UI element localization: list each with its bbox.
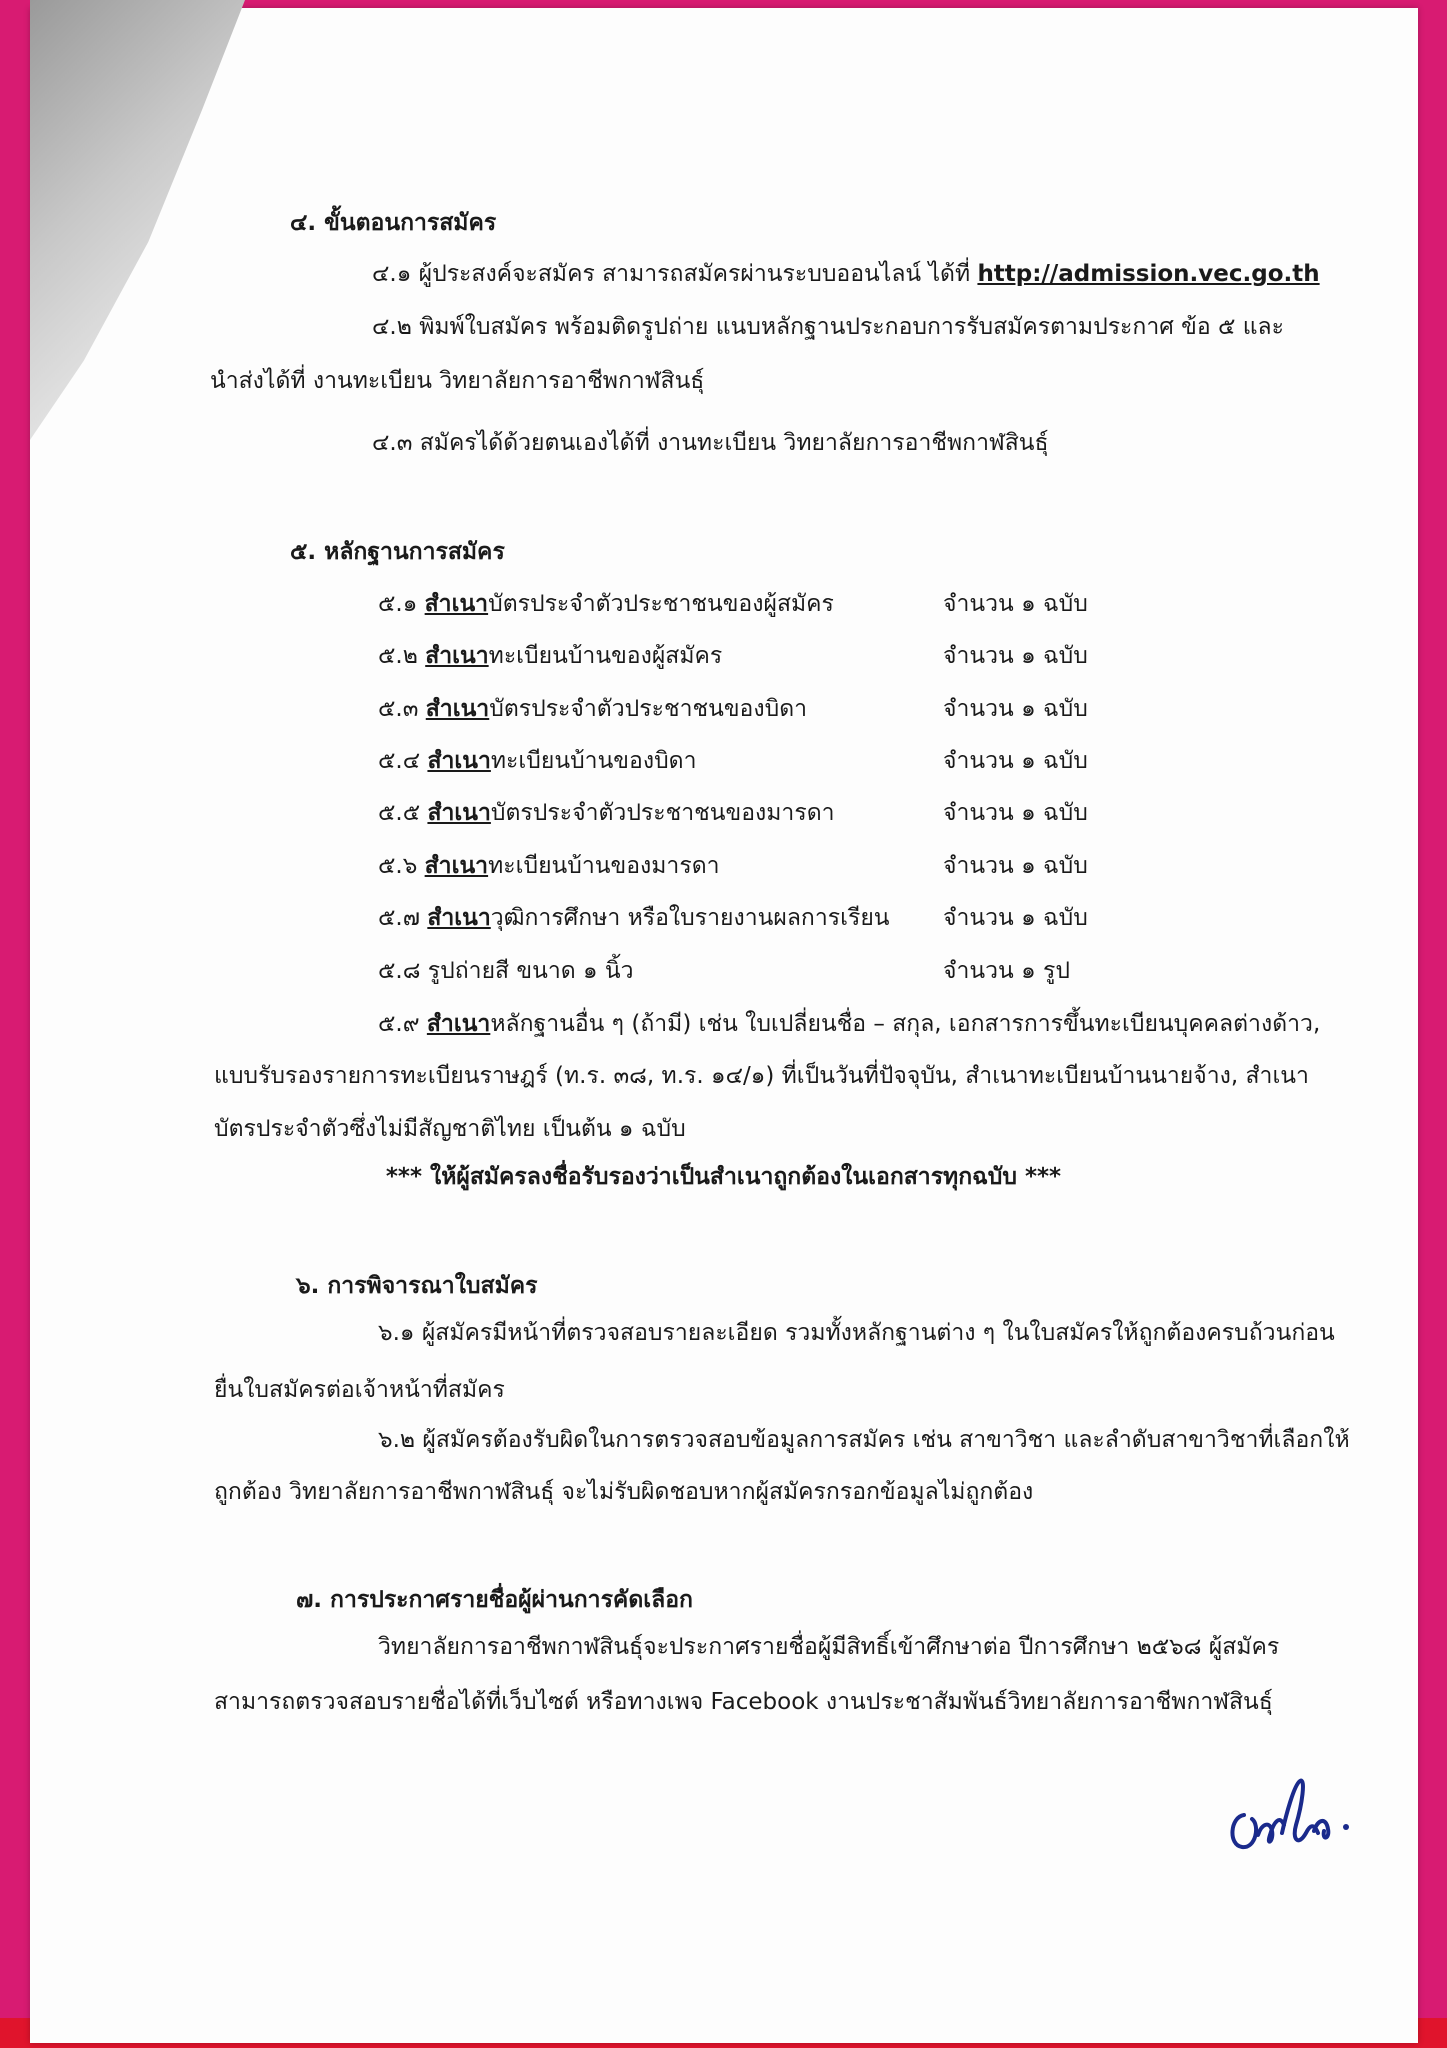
section5-heading: ๕. หลักฐานการสมัคร: [290, 539, 505, 565]
section5-item9-line1: [378, 1009, 1320, 1039]
section6-item2-line1: ๖.๒ ผู้สมัครต้องรับผิดในการตรวจสอบข้อมูลการสมัคร เช่น สาขาวิชา และลำดับสาขาวิชาที่เลือกให้: [378, 1427, 1350, 1453]
item-text: บัตรประจำตัวประชาชนของบิดา: [489, 696, 808, 722]
certification-note: *** ให้ผู้สมัครลงชื่อรับรองว่าเป็นสำเนาถูกต้องในเอกสารทุกฉบับ ***: [385, 1164, 1062, 1190]
item-underlined: สำเนา: [427, 800, 491, 826]
section6-item1-line2: ยื่นใบสมัครต่อเจ้าหน้าที่สมัคร: [214, 1377, 505, 1403]
item-underlined: สำเนา: [424, 853, 489, 879]
item-number: ๕.๒: [378, 643, 426, 669]
section4-heading: ๔. ขั้นตอนการสมัคร: [290, 210, 497, 236]
item-text: ทะเบียนบ้านของบิดา: [490, 748, 697, 774]
item-text: วุฒิการศึกษา หรือใบรายงานผลการเรียน: [490, 905, 890, 931]
list-item: [378, 589, 834, 619]
item-text: ทะเบียนบ้านของมารดา: [488, 853, 720, 879]
item-text: รูปถ่ายสี ขนาด ๑ นิ้ว: [427, 958, 634, 984]
item-quantity: จำนวน ๑ รูป: [943, 958, 1070, 984]
item-underlined: สำเนา: [425, 643, 489, 669]
list-item: [378, 903, 890, 933]
item-underlined: สำเนา: [427, 748, 491, 774]
list-item: [378, 641, 722, 671]
item-number: ๕.๓: [378, 696, 426, 722]
item-text: หลักฐานอื่น ๆ (ถ้ามี) เช่น ใบเปลี่ยนชื่อ – สกุล, เอกสารการขึ้นทะเบียนบุคคลต่างด้าว,: [490, 1011, 1321, 1037]
section5-item9-line3: บัตรประจำตัวซึ่งไม่มีสัญชาติไทย เป็นต้น ๑ ฉบับ: [214, 1116, 686, 1142]
section7-line2: สามารถตรวจสอบรายชื่อได้ที่เว็บไซต์ หรือทางเพจ Facebook งานประชาสัมพันธ์วิทยาลัยการอาชีพกาฬสินธุ์: [214, 1689, 1273, 1715]
section4-item2-line1: ๔.๒ พิมพ์ใบสมัคร พร้อมติดรูปถ่าย แนบหลักฐานประกอบการรับสมัครตามประกาศ ข้อ ๕ และ: [372, 314, 1284, 340]
section4-item3: ๔.๓ สมัครได้ด้วยตนเองได้ที่ งานทะเบียน วิทยาลัยการอาชีพกาฬสินธุ์: [372, 430, 1049, 456]
list-item: [378, 694, 807, 724]
section7-line1: วิทยาลัยการอาชีพกาฬสินธุ์จะประกาศรายชื่อผู้มีสิทธิ์เข้าศึกษาต่อ ปีการศึกษา ๒๕๖๘ ผู้สมัคร: [378, 1634, 1280, 1660]
handwritten-signature: [1222, 1775, 1352, 1860]
item-quantity: จำนวน ๑ ฉบับ: [943, 696, 1088, 722]
section6-heading: ๖. การพิจารณาใบสมัคร: [296, 1273, 538, 1299]
section4-item1-text: ๔.๑ ผู้ประสงค์จะสมัคร สามารถสมัครผ่านระบบออนไลน์ ได้ที่: [372, 261, 978, 287]
item-quantity: จำนวน ๑ ฉบับ: [943, 748, 1088, 774]
item-underlined: สำเนา: [425, 696, 490, 722]
item-quantity: จำนวน ๑ ฉบับ: [943, 905, 1088, 931]
list-item: [378, 851, 720, 881]
list-item: [378, 956, 634, 986]
item-underlined: สำเนา: [427, 905, 491, 931]
item-underlined: สำเนา: [426, 1011, 491, 1037]
item-quantity: จำนวน ๑ ฉบับ: [943, 853, 1088, 879]
section7-heading: ๗. การประกาศรายชื่อผู้ผ่านการคัดเลือก: [296, 1587, 693, 1613]
section5-item9-line2: แบบรับรองรายการทะเบียนราษฎร์ (ท.ร. ๓๘, ท.ร. ๑๔/๑) ที่เป็นวันที่ปัจจุบัน, สำเนาทะเบียนบ้านนายจ้าง, สำเนา: [214, 1063, 1309, 1089]
item-underlined: สำเนา: [424, 591, 489, 617]
list-item: [378, 798, 835, 828]
section4-item2-line2: นำส่งได้ที่ งานทะเบียน วิทยาลัยการอาชีพกาฬสินธุ์: [210, 368, 705, 394]
item-number: ๕.๕: [378, 800, 428, 826]
item-text: บัตรประจำตัวประชาชนของผู้สมัคร: [488, 591, 834, 617]
item-quantity: จำนวน ๑ ฉบับ: [943, 591, 1088, 617]
list-item: [378, 746, 697, 776]
section4-item1: [372, 259, 1320, 289]
item-text: ทะเบียนบ้านของผู้สมัคร: [488, 643, 723, 669]
item-quantity: จำนวน ๑ ฉบับ: [943, 800, 1088, 826]
item-number: ๕.๑: [378, 591, 425, 617]
item-quantity: จำนวน ๑ ฉบับ: [943, 643, 1088, 669]
item-number: ๕.๘: [378, 958, 428, 984]
item-number: ๕.๖: [378, 853, 425, 879]
item-number: ๕.๗: [378, 905, 428, 931]
item-number: ๕.๔: [378, 748, 428, 774]
section6-item2-line2: ถูกต้อง วิทยาลัยการอาชีพกาฬสินธุ์ จะไม่รับผิดชอบหากผู้สมัครกรอกข้อมูลไม่ถูกต้อง: [214, 1479, 1034, 1505]
admission-link[interactable]: http://admission.vec.go.th: [977, 261, 1320, 287]
item-text: บัตรประจำตัวประชาชนของมารดา: [490, 800, 835, 826]
section6-item1-line1: ๖.๑ ผู้สมัครมีหน้าที่ตรวจสอบรายละเอียด รวมทั้งหลักฐานต่าง ๆ ในใบสมัครให้ถูกต้องครบถ้วนก่อน: [378, 1320, 1335, 1346]
item-number: ๕.๙: [378, 1011, 427, 1037]
